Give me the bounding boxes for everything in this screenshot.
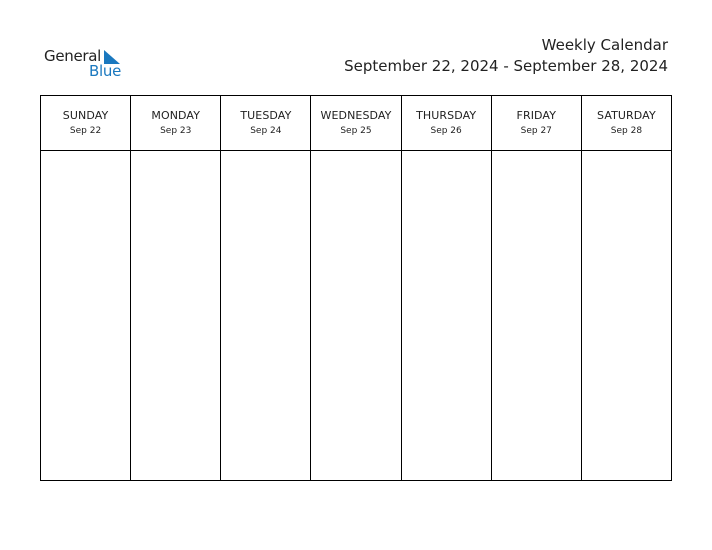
day-cell[interactable] (582, 151, 671, 480)
day-date: Sep 24 (250, 126, 282, 136)
day-date: Sep 25 (340, 126, 372, 136)
day-header (402, 96, 491, 151)
week-grid (40, 95, 672, 481)
day-name: SATURDAY (597, 109, 656, 122)
day-cell[interactable] (131, 151, 220, 480)
day-date: Sep 27 (520, 126, 552, 136)
day-column-friday (492, 96, 582, 480)
page-title: Weekly Calendar (541, 36, 668, 54)
day-header (311, 96, 400, 151)
day-name: SUNDAY (62, 109, 109, 122)
day-header (492, 96, 581, 151)
day-date: Sep 23 (160, 126, 192, 136)
date-range: September 22, 2024 - September 28, 2024 (344, 57, 668, 75)
day-column-wednesday (311, 96, 401, 480)
day-date: Sep 26 (430, 126, 462, 136)
day-cell[interactable] (492, 151, 581, 480)
day-date: Sep 22 (69, 126, 102, 136)
day-column-sunday (41, 96, 131, 480)
day-name: MONDAY (151, 109, 201, 122)
day-column-saturday (582, 96, 671, 480)
day-date: Sep 28 (610, 126, 643, 136)
day-name: FRIDAY (516, 109, 557, 122)
day-column-tuesday (221, 96, 311, 480)
day-cell[interactable] (402, 151, 491, 480)
day-header (221, 96, 310, 151)
day-column-thursday (402, 96, 492, 480)
day-header (131, 96, 220, 151)
day-header (41, 96, 130, 151)
day-cell[interactable] (41, 151, 130, 480)
generalblue-logo (44, 47, 134, 81)
day-cell[interactable] (311, 151, 400, 480)
day-column-monday (131, 96, 221, 480)
day-name: TUESDAY (240, 109, 292, 122)
logo-text-general: General (44, 47, 102, 65)
day-cell[interactable] (221, 151, 310, 480)
day-name: WEDNESDAY (320, 109, 392, 122)
day-name: THURSDAY (416, 109, 477, 122)
day-header (582, 96, 671, 151)
logo-text-blue: Blue (89, 62, 121, 80)
